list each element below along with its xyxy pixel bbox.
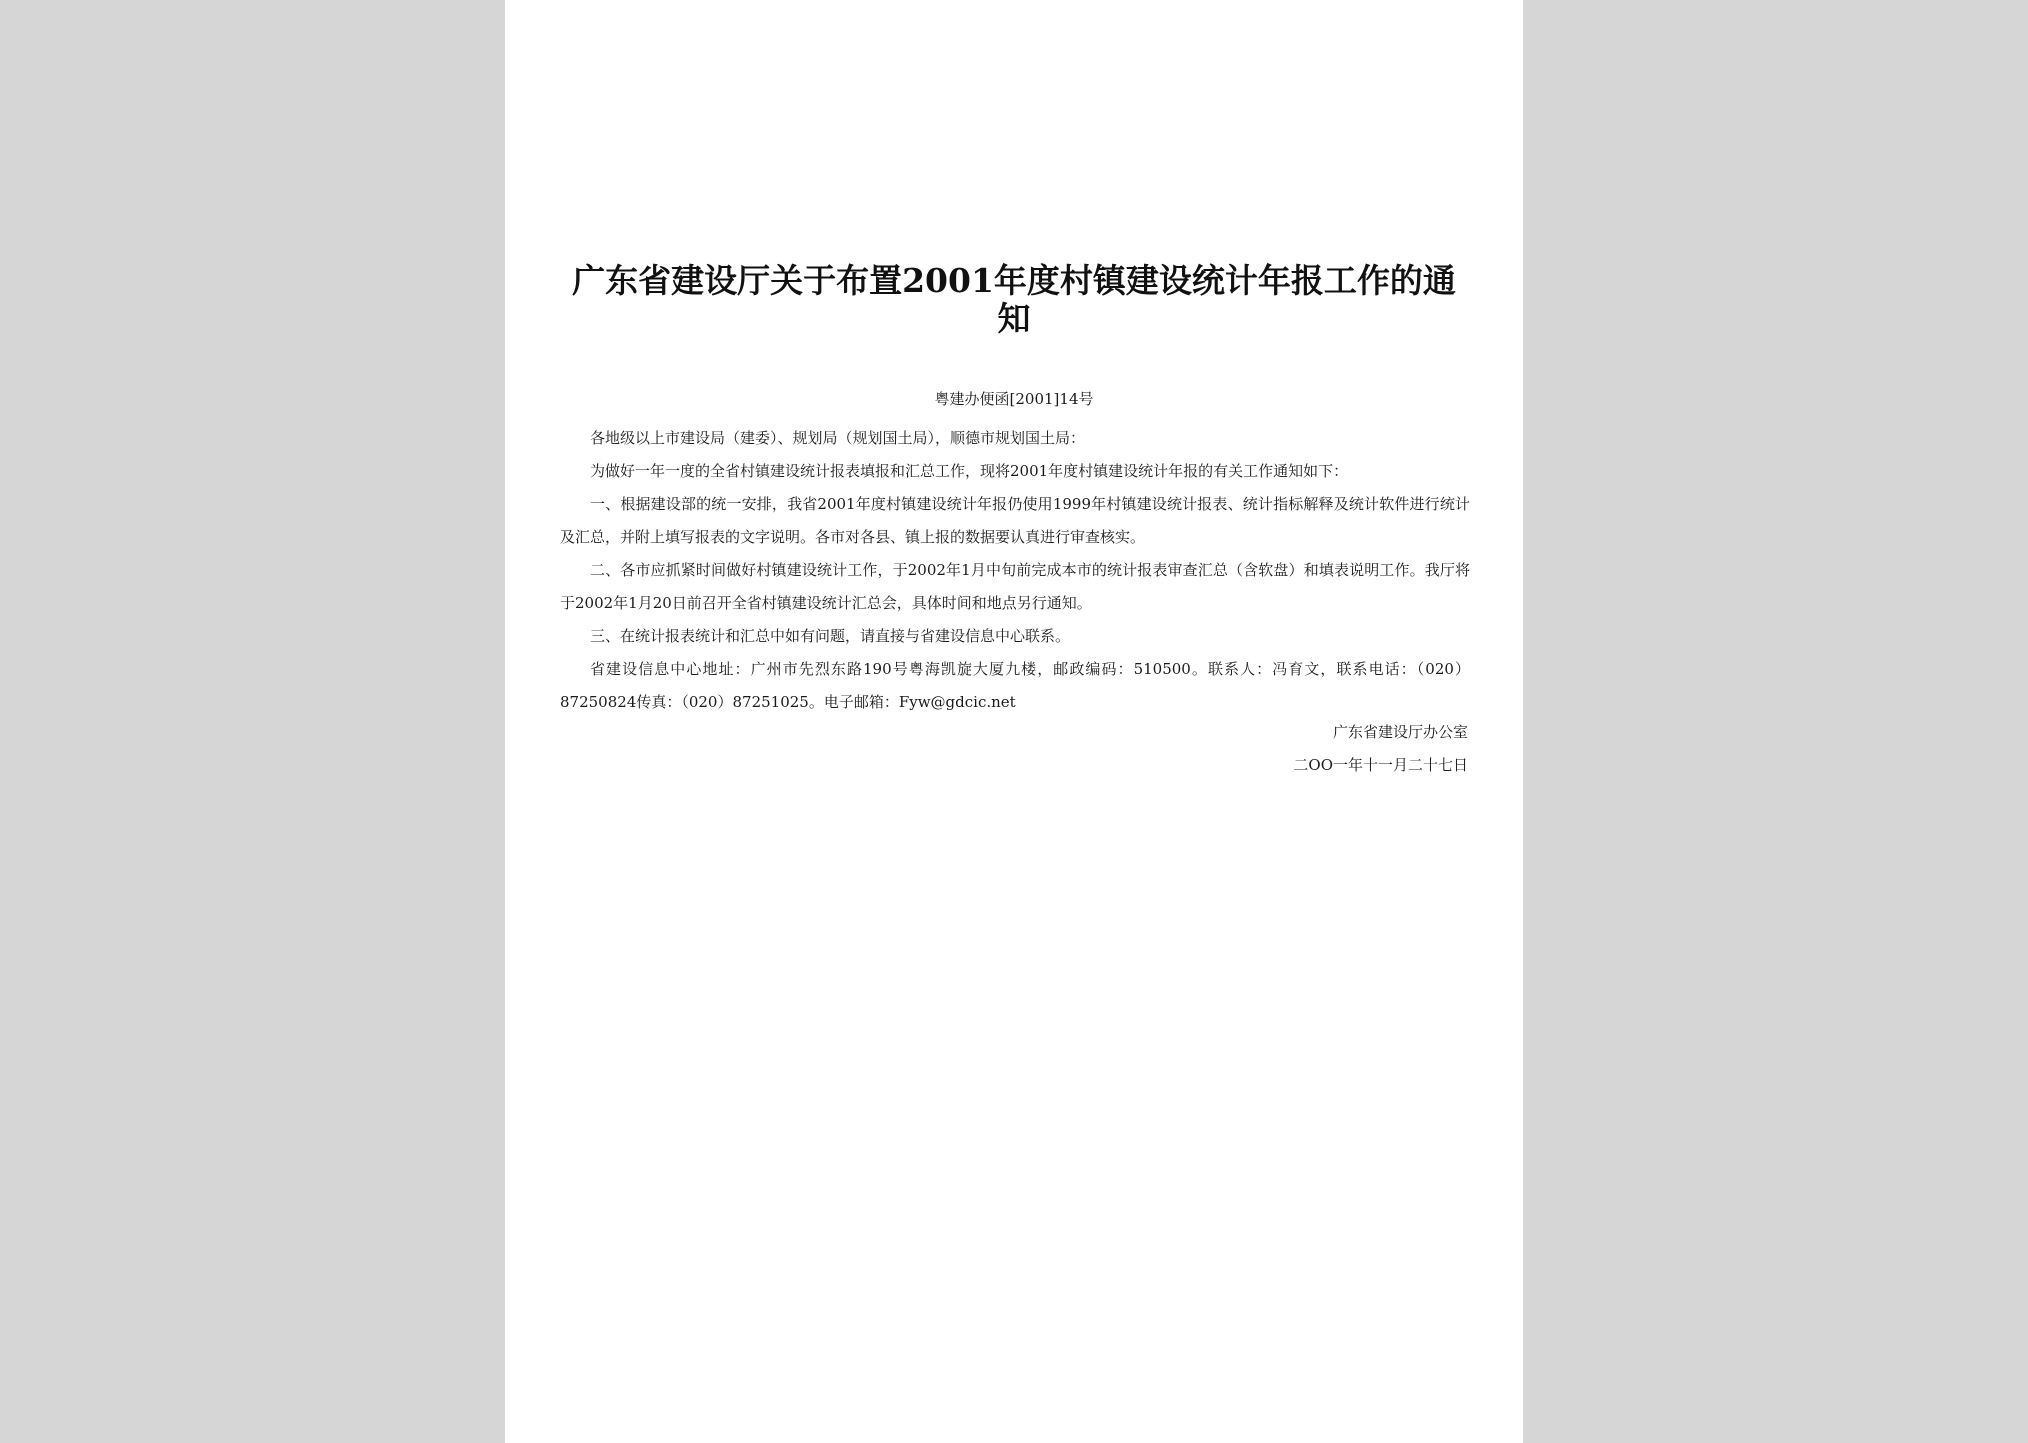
document-number: 粤建办便函[2001]14号 bbox=[934, 390, 1094, 408]
addressee: 各地级以上市建设局（建委）、规划局（规划国土局），顺德市规划国土局： bbox=[590, 429, 1086, 447]
issue-date: 二OO一年十一月二十七日 bbox=[1293, 756, 1468, 774]
paragraph-intro: 为做好一年一度的全省村镇建设统计报表填报和汇总工作，现将2001年度村镇建设统计年报的有关工作通知如下： bbox=[590, 462, 1349, 480]
document-page bbox=[505, 0, 1523, 1443]
paragraph-item-3: 三、在统计报表统计和汇总中如有问题，请直接与省建设信息中心联系。 bbox=[590, 627, 1071, 645]
issuer: 广东省建设厅办公室 bbox=[1332, 723, 1468, 741]
document-title: 广东省建设厅关于布置2001年度村镇建设统计年报工作的通知 bbox=[572, 261, 1456, 338]
paragraph-contact: 省建设信息中心地址：广州市先烈东路190号粤海凯旋大厦九楼，邮政编码：510500。联系人：冯育文，联系电话：（020）87250824传真：（020）87251025。电子邮箱：Fyw@gdcic.net bbox=[560, 660, 1470, 711]
signature-block bbox=[1293, 716, 1468, 782]
document-body bbox=[560, 422, 1470, 719]
paragraph-item-1: 一、根据建设部的统一安排，我省2001年度村镇建设统计年报仍使用1999年村镇建设统计报表、统计指标解释及统计软件进行统计及汇总，并附上填写报表的文字说明。各市对各县、镇上报的数据要认真进行审查核实。 bbox=[560, 495, 1470, 546]
paragraph-item-2: 二、各市应抓紧时间做好村镇建设统计工作，于2002年1月中旬前完成本市的统计报表审查汇总（含软盘）和填表说明工作。我厅将于2002年1月20日前召开全省村镇建设统计汇总会，具体时间和地点另行通知。 bbox=[560, 561, 1470, 612]
